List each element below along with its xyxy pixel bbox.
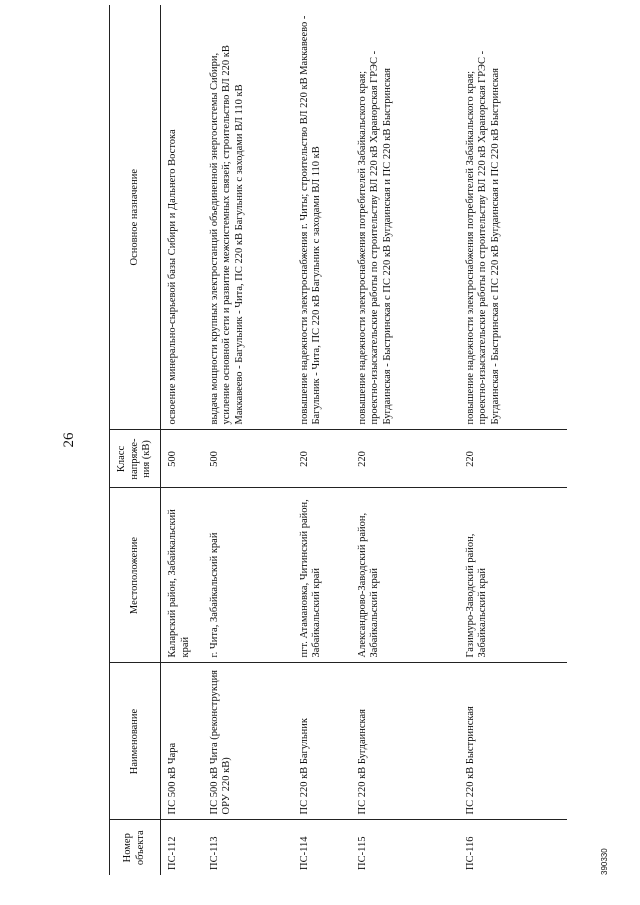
cell-purpose: выдача мощности крупных электростанций объединенной энергосистемы Сибири, усиление основной сети и развитие межсистемных связей; строительство ВЛ 220 кВ Маккавеево - Багульник - Чита, ПС 220 кВ Багульник с заходами ВЛ 110 кВ bbox=[203, 5, 293, 430]
header-voltage: Класс напряже-ния (кВ) bbox=[110, 430, 161, 488]
header-name: Наименование bbox=[110, 663, 161, 820]
cell-voltage: 500 bbox=[161, 430, 203, 488]
cell-name: ПС 220 кВ Бугдаинская bbox=[351, 663, 459, 820]
cell-location: пгт. Атамановка, Читинский район, Забайкальский край bbox=[293, 488, 351, 663]
cell-number: ПС-113 bbox=[208, 836, 220, 870]
cell-voltage: 220 bbox=[293, 430, 351, 488]
cell-voltage: 220 bbox=[351, 430, 459, 488]
cell-purpose: повышение надежности электроснабжения потребителей Забайкальского края; проектно-изыскательские работы по строительству ВЛ 220 кВ Харанорская ГРЭС - Бугдаинская - Быстринская с ПС 220 кВ Бугдаинская и ПС 220 кВ Быстринская bbox=[351, 5, 459, 430]
table-row bbox=[459, 5, 567, 875]
cell-purpose: повышение надежности электроснабжения г. Читы; строительство ВЛ 220 кВ Маккавеево - Багульник - Чита, ПС 220 кВ Багульник с заходами ВЛ 110 кВ bbox=[293, 5, 351, 430]
cell-name: ПС 220 кВ Быстринская bbox=[459, 663, 567, 820]
table-row bbox=[203, 5, 293, 875]
cell-number: ПС-116 bbox=[464, 836, 476, 870]
cell-location: Каларский район, Забайкальский край bbox=[161, 488, 203, 663]
cell-name: ПС 220 кВ Багульник bbox=[293, 663, 351, 820]
table-row bbox=[351, 5, 459, 875]
rotated-page-content bbox=[55, 5, 615, 875]
table-row bbox=[293, 5, 351, 875]
substations-table bbox=[109, 5, 567, 875]
cell-number: ПС-115 bbox=[356, 836, 368, 870]
cell-name: ПС 500 кВ Чара bbox=[161, 663, 203, 820]
cell-location: г. Чита, Забайкальский край bbox=[203, 488, 293, 663]
cell-voltage: 500 bbox=[203, 430, 293, 488]
table-header-row bbox=[110, 5, 161, 875]
header-purpose: Основное назначение bbox=[110, 5, 161, 430]
document-code: 390330 bbox=[600, 848, 609, 875]
table-row bbox=[161, 5, 203, 875]
header-number: Номер объекта bbox=[110, 820, 161, 875]
cell-purpose: освоение минерально-сырьевой базы Сибири и Дальнего Востока bbox=[161, 5, 203, 430]
cell-name: ПС 500 кВ Чита (реконструкция ОРУ 220 кВ) bbox=[203, 663, 293, 820]
cell-voltage: 220 bbox=[459, 430, 567, 488]
cell-number: ПС-112 bbox=[167, 836, 178, 870]
header-location: Местоположение bbox=[110, 488, 161, 663]
cell-purpose: повышение надежности электроснабжения потребителей Забайкальского края; проектно-изыскательские работы по строительству ВЛ 220 кВ Харанорская ГРЭС - Бугдаинская - Быстринская с ПС 220 кВ Бугдаинская и ПС 220 кВ Быстринская bbox=[459, 5, 567, 430]
cell-number: ПС-114 bbox=[298, 836, 310, 870]
cell-location: Александрово-Заводский район, Забайкальский край bbox=[351, 488, 459, 663]
cell-location: Газимуро-Заводский район, Забайкальский край bbox=[459, 488, 567, 663]
page-number: 26 bbox=[61, 432, 77, 448]
